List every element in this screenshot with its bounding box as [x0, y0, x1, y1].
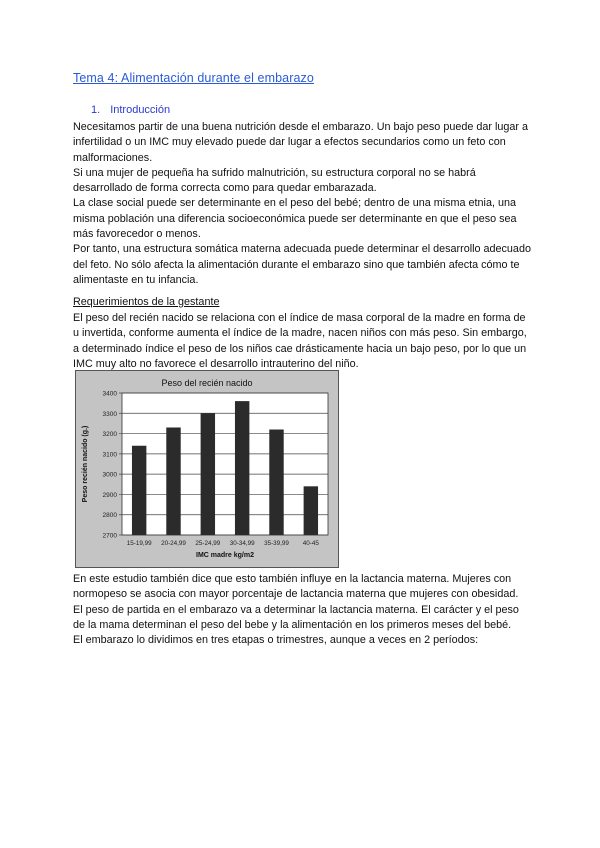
document-title: Tema 4: Alimentación durante el embarazo — [73, 71, 314, 85]
section-number: 1. — [91, 104, 101, 116]
x-tick-label: 40-45 — [302, 540, 319, 547]
x-tick-label: 35-39,99 — [264, 540, 289, 547]
x-tick-label: 15-19,99 — [126, 540, 152, 547]
y-tick-label: 3200 — [102, 431, 117, 439]
y-tick-label: 3300 — [102, 410, 117, 418]
plot-area — [122, 393, 328, 535]
section-heading — [91, 104, 170, 116]
requirements-subheading: Requerimientos de la gestante — [73, 296, 220, 308]
intro-paragraph: Necesitamos partir de una buena nutrición desde el embarazo. Un bajo peso puede dar lugar a infertilidad o un IMC muy elevado puede dar lugar a efectos secundarios como un feto con malformaciones. Si una mujer de pequeña ha sufrido malnutrición, su estructura corporal no se habrá desarrollado de forma correcta como para quedar embarazada. La clase social puede ser determinante en el peso del bebé; dentro de una misma etnia, una misma población una diferencia socioeconómica puede ser determinante en que el peso sea más favorecedor o menos. Por tanto, una estructura somática materna adecuada puede determinar el desarrollo adecuado del feto. No sólo afecta la alimentación durante el embarazo sino que también afecta cómo te alimentaste en tu infancia. — [73, 121, 531, 286]
section-label: Introducción — [110, 104, 171, 116]
bar-40-45 — [304, 486, 318, 535]
x-tick-label: 30-34,99 — [229, 540, 255, 547]
x-tick-label: 25-24,99 — [195, 540, 221, 547]
y-tick-label: 2800 — [102, 512, 117, 520]
y-axis-label: Peso recién nacido (g.) — [82, 425, 89, 503]
chart-title: Peso del recién nacido — [161, 378, 253, 388]
x-tick-label: 20-24,99 — [161, 540, 186, 547]
y-tick-label: 2900 — [102, 491, 117, 499]
chart-svg — [76, 371, 338, 567]
x-axis-label: IMC madre kg/m2 — [196, 552, 254, 559]
bar-30-34,99 — [235, 401, 249, 535]
after-chart-paragraph: En este estudio también dice que esto también influye en la lactancia materna. Mujeres con normopeso se asocia con mayor porcentaje de lactancia materna que mujeres con obesidad. El peso de partida en el embarazo va a determinar la lactancia materna. El carácter y el peso de la mama determinan el peso del bebe y la alimentación en los primeros meses del bebé. El embarazo lo dividimos en tres etapas o trimestres, aunque a veces en 2 períodos: — [73, 573, 519, 647]
bar-25-24,99 — [201, 413, 215, 535]
y-tick-label: 3100 — [102, 451, 117, 459]
bar-20-24,99 — [166, 427, 180, 535]
bar-35-39,99 — [269, 430, 283, 535]
y-tick-label: 3000 — [102, 471, 117, 479]
requirements-paragraph: El peso del recién nacido se relaciona con el índice de masa corporal de la madre en forma de u invertida, conforme aumenta el índice de la madre, nacen niños con más peso. Sin embargo, a determinado índice el peso de los niños cae drásticamente hacia un bajo peso, por lo que un IMC muy alto no favorece el desarrollo intrauterino del niño. — [73, 312, 527, 370]
y-tick-label: 2700 — [102, 532, 117, 540]
y-tick-label: 3400 — [102, 390, 117, 398]
birth-weight-chart — [75, 370, 339, 568]
bar-15-19,99 — [132, 446, 146, 535]
